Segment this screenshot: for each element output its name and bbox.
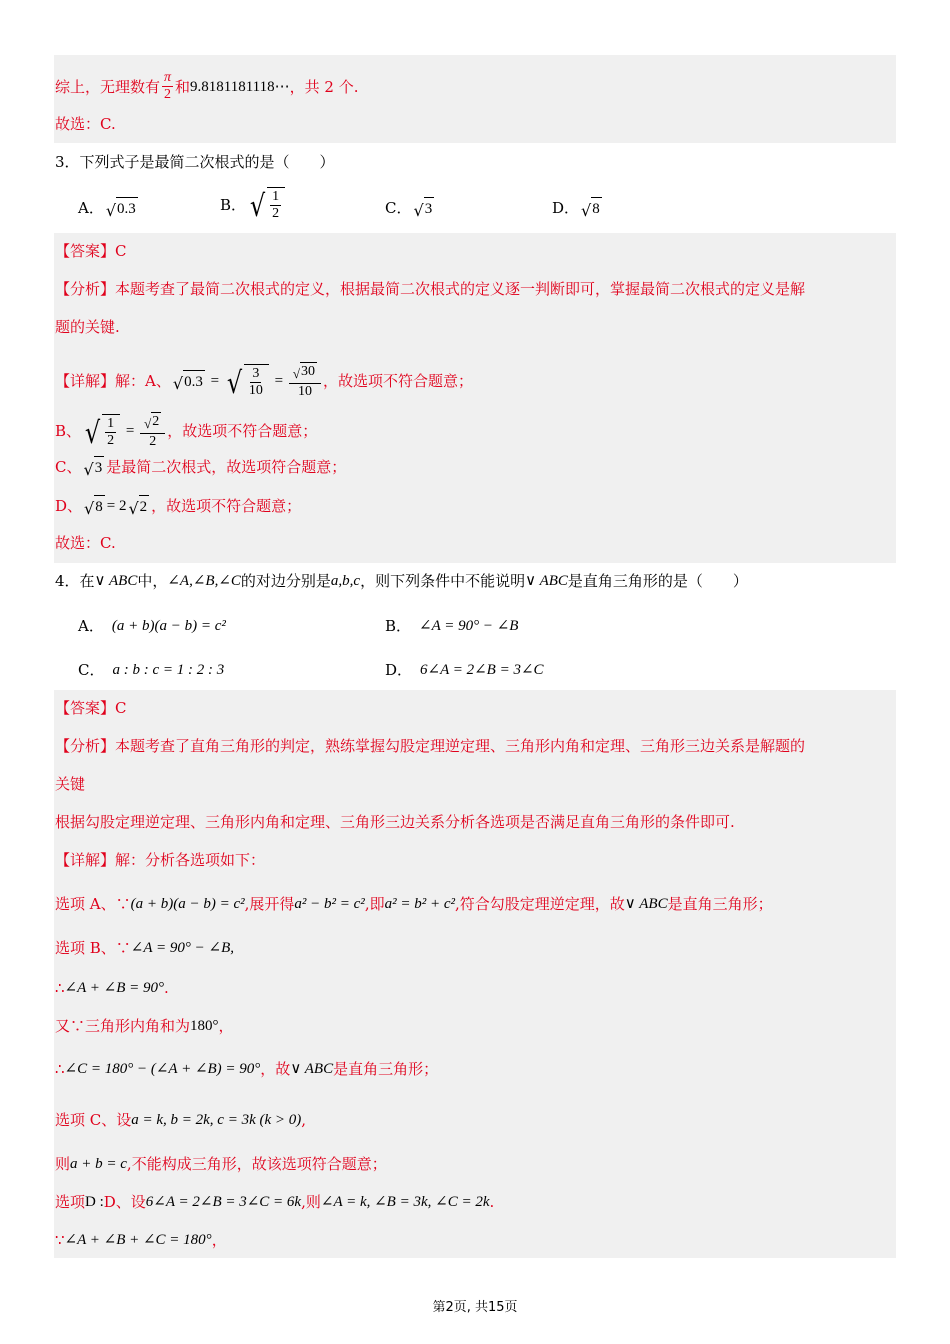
detail-text: 选项 A、∵ [55,895,131,913]
detail-text: D、设 [103,1193,146,1211]
analysis-text: 本题考查了直角三角形的判定，熟练掌握勾股定理逆定理、三角形内角和定理、三角形三边关系是解题的 [115,737,806,755]
radicand: 0.3 [116,197,138,219]
detail-text: C、 [55,458,82,476]
triangle-symbol: ∨ ABC [624,896,668,912]
radicand: 8 [94,495,105,517]
sqrt-expression: √ 3 [413,197,434,219]
q4-analysis-line-1 [55,736,805,756]
math-expression: ∠A = 90° − ∠B, [130,940,234,956]
q4-detail-intro [55,850,265,870]
detail-text: ,即 [364,895,385,913]
radicand: 8 [591,197,602,219]
q3-detail-c [55,456,346,478]
fraction-denominator: 2 [107,432,115,448]
analysis-tag: 【分析】 [55,280,116,298]
q4-detail-b1 [55,938,234,958]
option-label: C． [78,661,105,679]
q3-choice: 故选：C. [55,534,116,552]
detail-verdict: ，故选项不符合题意； [151,497,302,515]
radicand: 2 [152,414,160,429]
math-expression: a² − b² = c² [294,896,365,912]
irrational-number: 9.8181181118⋯ [190,78,290,95]
q4-detail-b3 [55,1016,234,1036]
q3-option-a [78,197,140,219]
math-expression: ∠A + ∠B = 90° [64,980,164,996]
fraction-denominator: 2 [149,434,157,449]
sqrt-expression: √ 2 [128,495,149,517]
fraction-denominator: 10 [248,382,263,398]
detail-text: . [163,979,169,997]
fraction [289,362,321,400]
option-label: A． [78,199,104,217]
math-expression: a + b = c [70,1156,127,1172]
math-expression: a = k, b = 2k, c = 3k (k > 0) [131,1112,302,1128]
fraction [140,412,165,450]
math-expression [82,495,151,517]
summary-line [55,70,359,103]
math-expression: ∠A + ∠B + ∠C = 180° [64,1232,212,1248]
fraction-denominator: 2 [164,87,172,102]
math-expression: √ $\frac{1}{2}$ = √ 2 2 [81,412,167,450]
detail-verdict: 是直角三角形； [333,1060,439,1078]
side-list: a,b,c [330,573,361,589]
sqrt-expression: √ 8 [581,197,602,219]
detail-text: ,展开得 [244,895,295,913]
q3-option-c [385,197,436,219]
stem-text: ，则下列条件中不能说明 [360,572,526,590]
analysis-tag: 【分析】 [55,737,116,755]
stem-text: 中， [137,572,168,590]
detail-verdict: 是直角三角形； [667,895,773,913]
radicand: 3 [424,197,435,219]
option-label: D． [552,199,580,217]
q3-detail-a [55,362,473,400]
sqrt-expression: √ 2 [144,414,160,431]
stem-text: 4．在 [55,572,95,590]
math-expression: D : [85,1194,104,1210]
detail-tag: 【详解】 [55,851,116,869]
summary-text: 综上，无理数有 [55,77,161,96]
option-label: A． [78,617,104,635]
q4-detail-d1 [55,1192,494,1212]
therefore-symbol: ∴ [55,1060,65,1078]
radicand: 3 [94,456,105,478]
choice-line-1: 故选：C. [55,115,116,133]
stem-text: 的对边分别是 [240,572,331,590]
radicand: 0.3 [183,370,205,392]
option-label: D． [385,661,413,679]
q4-option-d [385,660,544,680]
q3-analysis-line-2: 题的关键. [55,318,120,336]
math-expression: (a + b)(a − b) = c² [130,896,245,912]
fraction-denominator: 10 [297,384,312,399]
sqrt-expression: √ 0.3 [106,197,138,219]
q4-detail-a [55,894,773,914]
detail-text: . [489,1193,495,1211]
option-label: C． [385,199,412,217]
q4-detail-c1 [55,1110,306,1130]
detail-text: ,则 [301,1193,321,1211]
q4-detail-b4 [55,1059,438,1079]
option-expression: 6∠A = 2∠B = 3∠C [420,662,544,678]
detail-text: , [301,1111,307,1129]
fraction-numerator: 1 [272,189,280,204]
summary-count: ，共 2 个. [289,77,359,96]
option-label: B． [385,617,412,635]
math-expression: 6∠A = 2∠B = 3∠C = 6k [145,1194,302,1210]
q4-detail-e [55,1230,227,1250]
detail-text: 解：分析各选项如下： [115,851,266,869]
question-4-stem [55,571,748,591]
q4-option-c [78,660,224,680]
detail-text: 则 [55,1155,71,1173]
q3-option-b [220,187,287,222]
therefore-symbol: ∴ [55,979,65,997]
option-expression: a : b : c = 1 : 2 : 3 [112,662,225,678]
sqrt-expression: √ 0.3 [173,370,205,392]
radicand: 30 [301,364,316,379]
q3-detail-d [55,495,301,517]
stem-text: 是直角三角形的是（ ） [567,572,748,590]
because-symbol: ∵ [55,1231,65,1249]
detail-text: D、 [55,497,83,515]
q4-analysis-line-3: 根据勾股定理逆定理、三角形内角和定理、三角形三边关系分析各选项是否满足直角三角形的条件即可. [55,813,735,831]
detail-verdict: 是最简二次根式，故选项符合题意； [106,458,347,476]
summary-and: 和 [175,77,191,96]
q3-answer: 【答案】C [55,242,127,260]
q4-option-a [78,616,226,636]
fraction [247,366,265,399]
q4-analysis-line-2: 关键 [55,775,86,793]
detail-text: ， [218,1017,234,1035]
radicand: 2 [139,495,150,517]
detail-text: ,符合勾股定理逆定理，故 [455,895,625,913]
detail-text: ， [211,1231,227,1249]
detail-tag: 【详解】 [55,372,116,390]
fraction [105,416,116,449]
q3-option-d [552,197,604,219]
option-label: B． [220,195,247,214]
detail-verdict: ,不能构成三角形，故该选项符合题意； [126,1155,387,1173]
option-expression: ∠A = 90° − ∠B [419,618,519,634]
detail-text: 解：A、 [115,372,171,390]
angle-list: ∠A,∠B,∠C [167,573,241,589]
fraction-numerator: π [164,70,172,85]
detail-text: 选项 C、设 [55,1111,132,1129]
q3-detail-b [55,412,317,450]
sqrt-expression: √ $\frac{1}{2}$ [83,414,120,449]
triangle-symbol: ∨ ABC [290,1061,334,1077]
q4-detail-b2 [55,978,169,998]
sqrt-expression: √ 8 [84,495,105,517]
detail-text: B、 [55,422,82,440]
detail-text: 又∵三角形内角和为 [55,1017,191,1035]
fraction-numerator: 1 [107,415,115,431]
sqrt-expression: √ 30 [292,364,316,381]
fraction-denominator: 2 [272,206,280,221]
equals-text: = 2 [106,498,127,514]
sqrt-expression: √ 3 [83,456,104,478]
math-expression: ∠C = 180° − (∠A + ∠B) = 90° [64,1061,261,1077]
triangle-symbol: ∨ ABC [94,573,138,589]
q4-answer: 【答案】C [55,699,127,717]
triangle-symbol: ∨ ABC [525,573,568,589]
math-expression: 180° [190,1018,219,1034]
math-expression: a² = b² + c² [384,896,455,912]
detail-verdict: ，故选项不符合题意； [323,372,474,390]
pi-over-2-fraction [162,70,173,103]
fraction [270,189,281,222]
detail-text: 选项 [55,1193,86,1211]
q4-detail-c2 [55,1154,387,1174]
q4-option-b [385,616,518,636]
sqrt-expression: √ $\frac{1}{2}$ [248,187,285,222]
detail-verdict: ，故选项不符合题意； [167,422,318,440]
q3-analysis-line-1 [55,279,805,299]
fraction-numerator: 3 [252,365,260,381]
sqrt-expression: √ $\frac{3}{10}$ [225,364,269,399]
option-expression: (a + b)(a − b) = c² [111,618,226,634]
math-expression: √ 0.3 = √ $\frac{3}{10}$ = √ 30 10 [171,362,323,400]
analysis-text: 本题考查了最简二次根式的定义，根据最简二次根式的定义逐一判断即可，掌握最简二次根式的定义是解 [115,280,806,298]
question-3-stem: 3．下列式子是最简二次根式的是（ ） [55,153,335,171]
page-footer: 第2页, 共15页 [432,1300,518,1315]
detail-text: ，故 [260,1060,291,1078]
math-expression: ∠A = k, ∠B = 3k, ∠C = 2k [320,1194,490,1210]
detail-text: 选项 B、∵ [55,939,131,957]
